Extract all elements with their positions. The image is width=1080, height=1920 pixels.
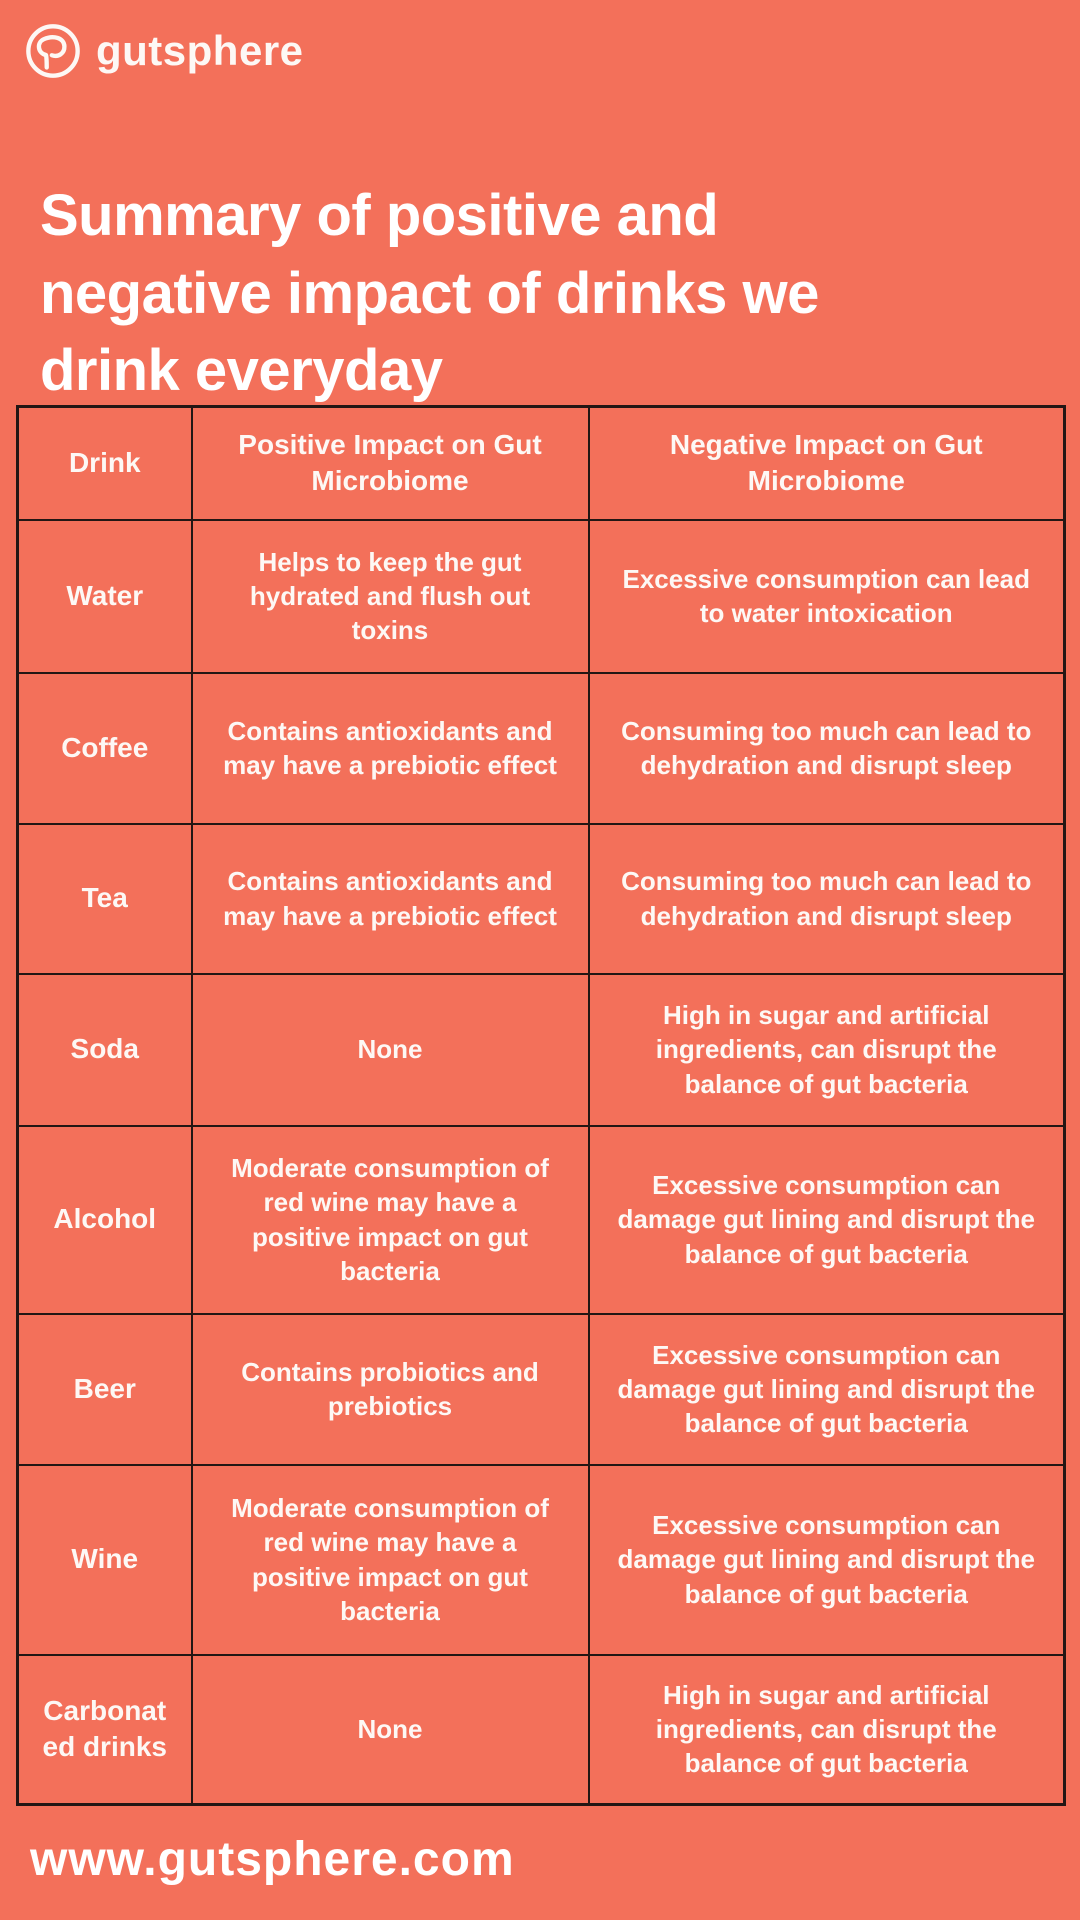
table-row-tea xyxy=(18,824,1065,974)
column-header-positive-impact: Positive Impact on Gut Microbiome xyxy=(192,407,589,520)
page-title xyxy=(40,177,1050,410)
column-header-negative-impact: Negative Impact on Gut Microbiome xyxy=(589,407,1065,520)
drink-name: Soda xyxy=(18,974,192,1126)
table-row-beer xyxy=(18,1314,1065,1465)
positive-impact: Contains antioxidants and may have a prebiotic effect xyxy=(192,824,589,974)
page-title-line-1: Summary of positive and xyxy=(40,182,719,248)
drink-name: Alcohol xyxy=(18,1126,192,1314)
column-header-drink: Drink xyxy=(18,407,192,520)
drink-name: Tea xyxy=(18,824,192,974)
positive-impact: Contains antioxidants and may have a prebiotic effect xyxy=(192,673,589,824)
table-header-row xyxy=(18,407,1065,520)
negative-impact: Excessive consumption can damage gut lining and disrupt the balance of gut bacteria xyxy=(589,1314,1065,1465)
table-row-water xyxy=(18,520,1065,673)
positive-impact: None xyxy=(192,974,589,1126)
table-row-coffee xyxy=(18,673,1065,824)
negative-impact: High in sugar and artificial ingredients, can disrupt the balance of gut bacteria xyxy=(589,974,1065,1126)
gutsphere-logo-icon xyxy=(24,22,82,80)
table-row-alcohol xyxy=(18,1126,1065,1314)
positive-impact: Moderate consumption of red wine may have a positive impact on gut bacteria xyxy=(192,1126,589,1314)
website-url: www.gutsphere.com xyxy=(30,1833,515,1886)
drink-name: Carbonated drinks xyxy=(18,1655,192,1805)
gutsphere-logo xyxy=(24,22,304,80)
drink-name: Water xyxy=(18,520,192,673)
page-title-line-2: negative impact of drinks we xyxy=(40,260,819,326)
table-row-soda xyxy=(18,974,1065,1126)
negative-impact: High in sugar and artificial ingredients, can disrupt the balance of gut bacteria xyxy=(589,1655,1065,1805)
positive-impact: Contains probiotics and prebiotics xyxy=(192,1314,589,1465)
drinks-impact-table xyxy=(16,405,1066,1806)
negative-impact: Consuming too much can lead to dehydration and disrupt sleep xyxy=(589,673,1065,824)
negative-impact: Excessive consumption can damage gut lining and disrupt the balance of gut bacteria xyxy=(589,1126,1065,1314)
positive-impact: Moderate consumption of red wine may have a positive impact on gut bacteria xyxy=(192,1465,589,1655)
positive-impact: None xyxy=(192,1655,589,1805)
logo-wordmark: gutsphere xyxy=(96,27,304,74)
drink-name: Beer xyxy=(18,1314,192,1465)
positive-impact: Helps to keep the gut hydrated and flush out toxins xyxy=(192,520,589,673)
table-row-carbonated-drinks xyxy=(18,1655,1065,1805)
negative-impact: Excessive consumption can damage gut lining and disrupt the balance of gut bacteria xyxy=(589,1465,1065,1655)
page-title-line-3: drink everyday xyxy=(40,338,443,404)
negative-impact: Excessive consumption can lead to water intoxication xyxy=(589,520,1065,673)
drink-name: Coffee xyxy=(18,673,192,824)
table-row-wine xyxy=(18,1465,1065,1655)
negative-impact: Consuming too much can lead to dehydration and disrupt sleep xyxy=(589,824,1065,974)
drink-name: Wine xyxy=(18,1465,192,1655)
